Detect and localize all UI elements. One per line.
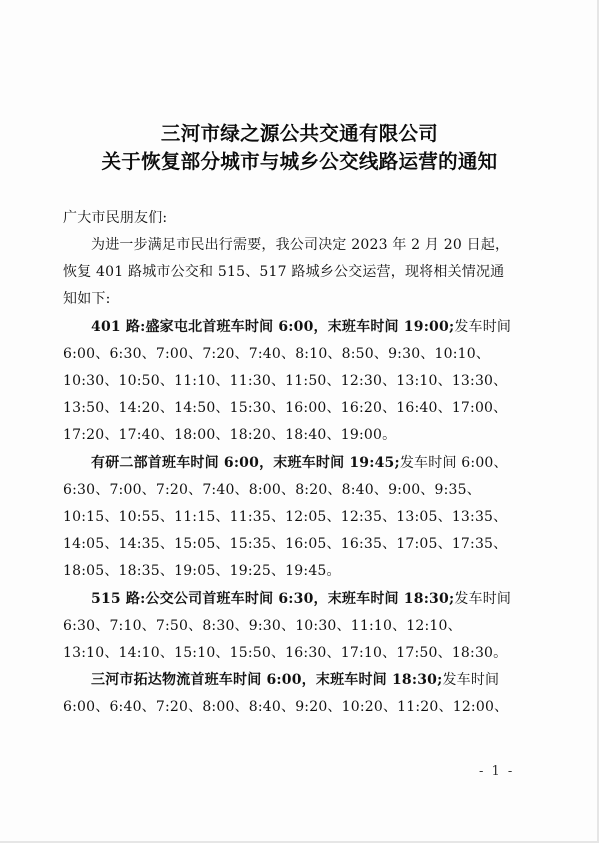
route-401-b-times: 发车时间 6:00、6:30、7:00、7:20、7:40、8:00、8:20、8:40、9:00、9:35、10:15、10:55、11:15、11:35、12:05、12:35、13:05、13:35、14:05、14:35、15:05、15:35、16:05、16:35、17:05、17:35、18:05、18:35、19:05、19:25、19:45。 [63,454,508,580]
page-number: - 1 - [479,764,515,779]
route-515-b-head: 三河市拓达物流首班车时间 6:00，末班车时间 18:30; [91,672,443,689]
document-title-line2: 关于恢复部分城市与城乡公交线路运营的通知 [101,150,498,173]
route-401-section-a [63,314,516,450]
route-515-section-b [63,667,516,721]
intro-paragraph: 为进一步满足市民出行需要，我公司决定 2023 年 2 月 20 日起，恢复 401 路城市公交和 515、517 路城乡公交运营，现将相关情况通知如下: [63,237,510,308]
notice-body [63,232,516,722]
route-401-section-b [63,450,516,586]
route-515-section-a [63,586,516,668]
route-401-b-head: 有研二部首班车时间 6:00，末班车时间 19:45; [91,454,400,471]
route-515-label: 515 路: [91,590,146,607]
document-title-line1: 三河市绿之源公共交通有限公司 [160,122,439,145]
route-401-a-times: 发车时间 6:00、6:30、7:00、7:20、7:40、8:10、8:50、9:30、10:10、10:30、10:50、11:10、11:30、11:50、12:30、13:10、13:30、13:50、14:20、14:50、15:30、16:00、16:20、16:40、17:00、17:20、17:40、18:00、18:20、18:40、19:00。 [63,318,512,444]
route-515-b-times: 发车时间 6:00、6:40、7:20、8:00、8:40、9:20、10:20、11:20、12:00、 [63,672,509,716]
salutation [63,205,516,232]
route-515-a-times: 发车时间 6:30、7:10、7:50、8:30、9:30、10:30、11:10、12:10、13:10、14:10、15:10、15:50、16:30、17:10、17:50、18:30。 [63,590,512,662]
salutation-text: 广大市民朋友们: [63,210,168,226]
route-515-a-head: 公交公司首班车时间 6:30，末班车时间 18:30; [145,590,455,607]
route-401-label: 401 路: [91,318,146,335]
route-401-a-head: 盛家屯北首班车时间 6:00，末班车时间 19:00; [145,318,455,335]
